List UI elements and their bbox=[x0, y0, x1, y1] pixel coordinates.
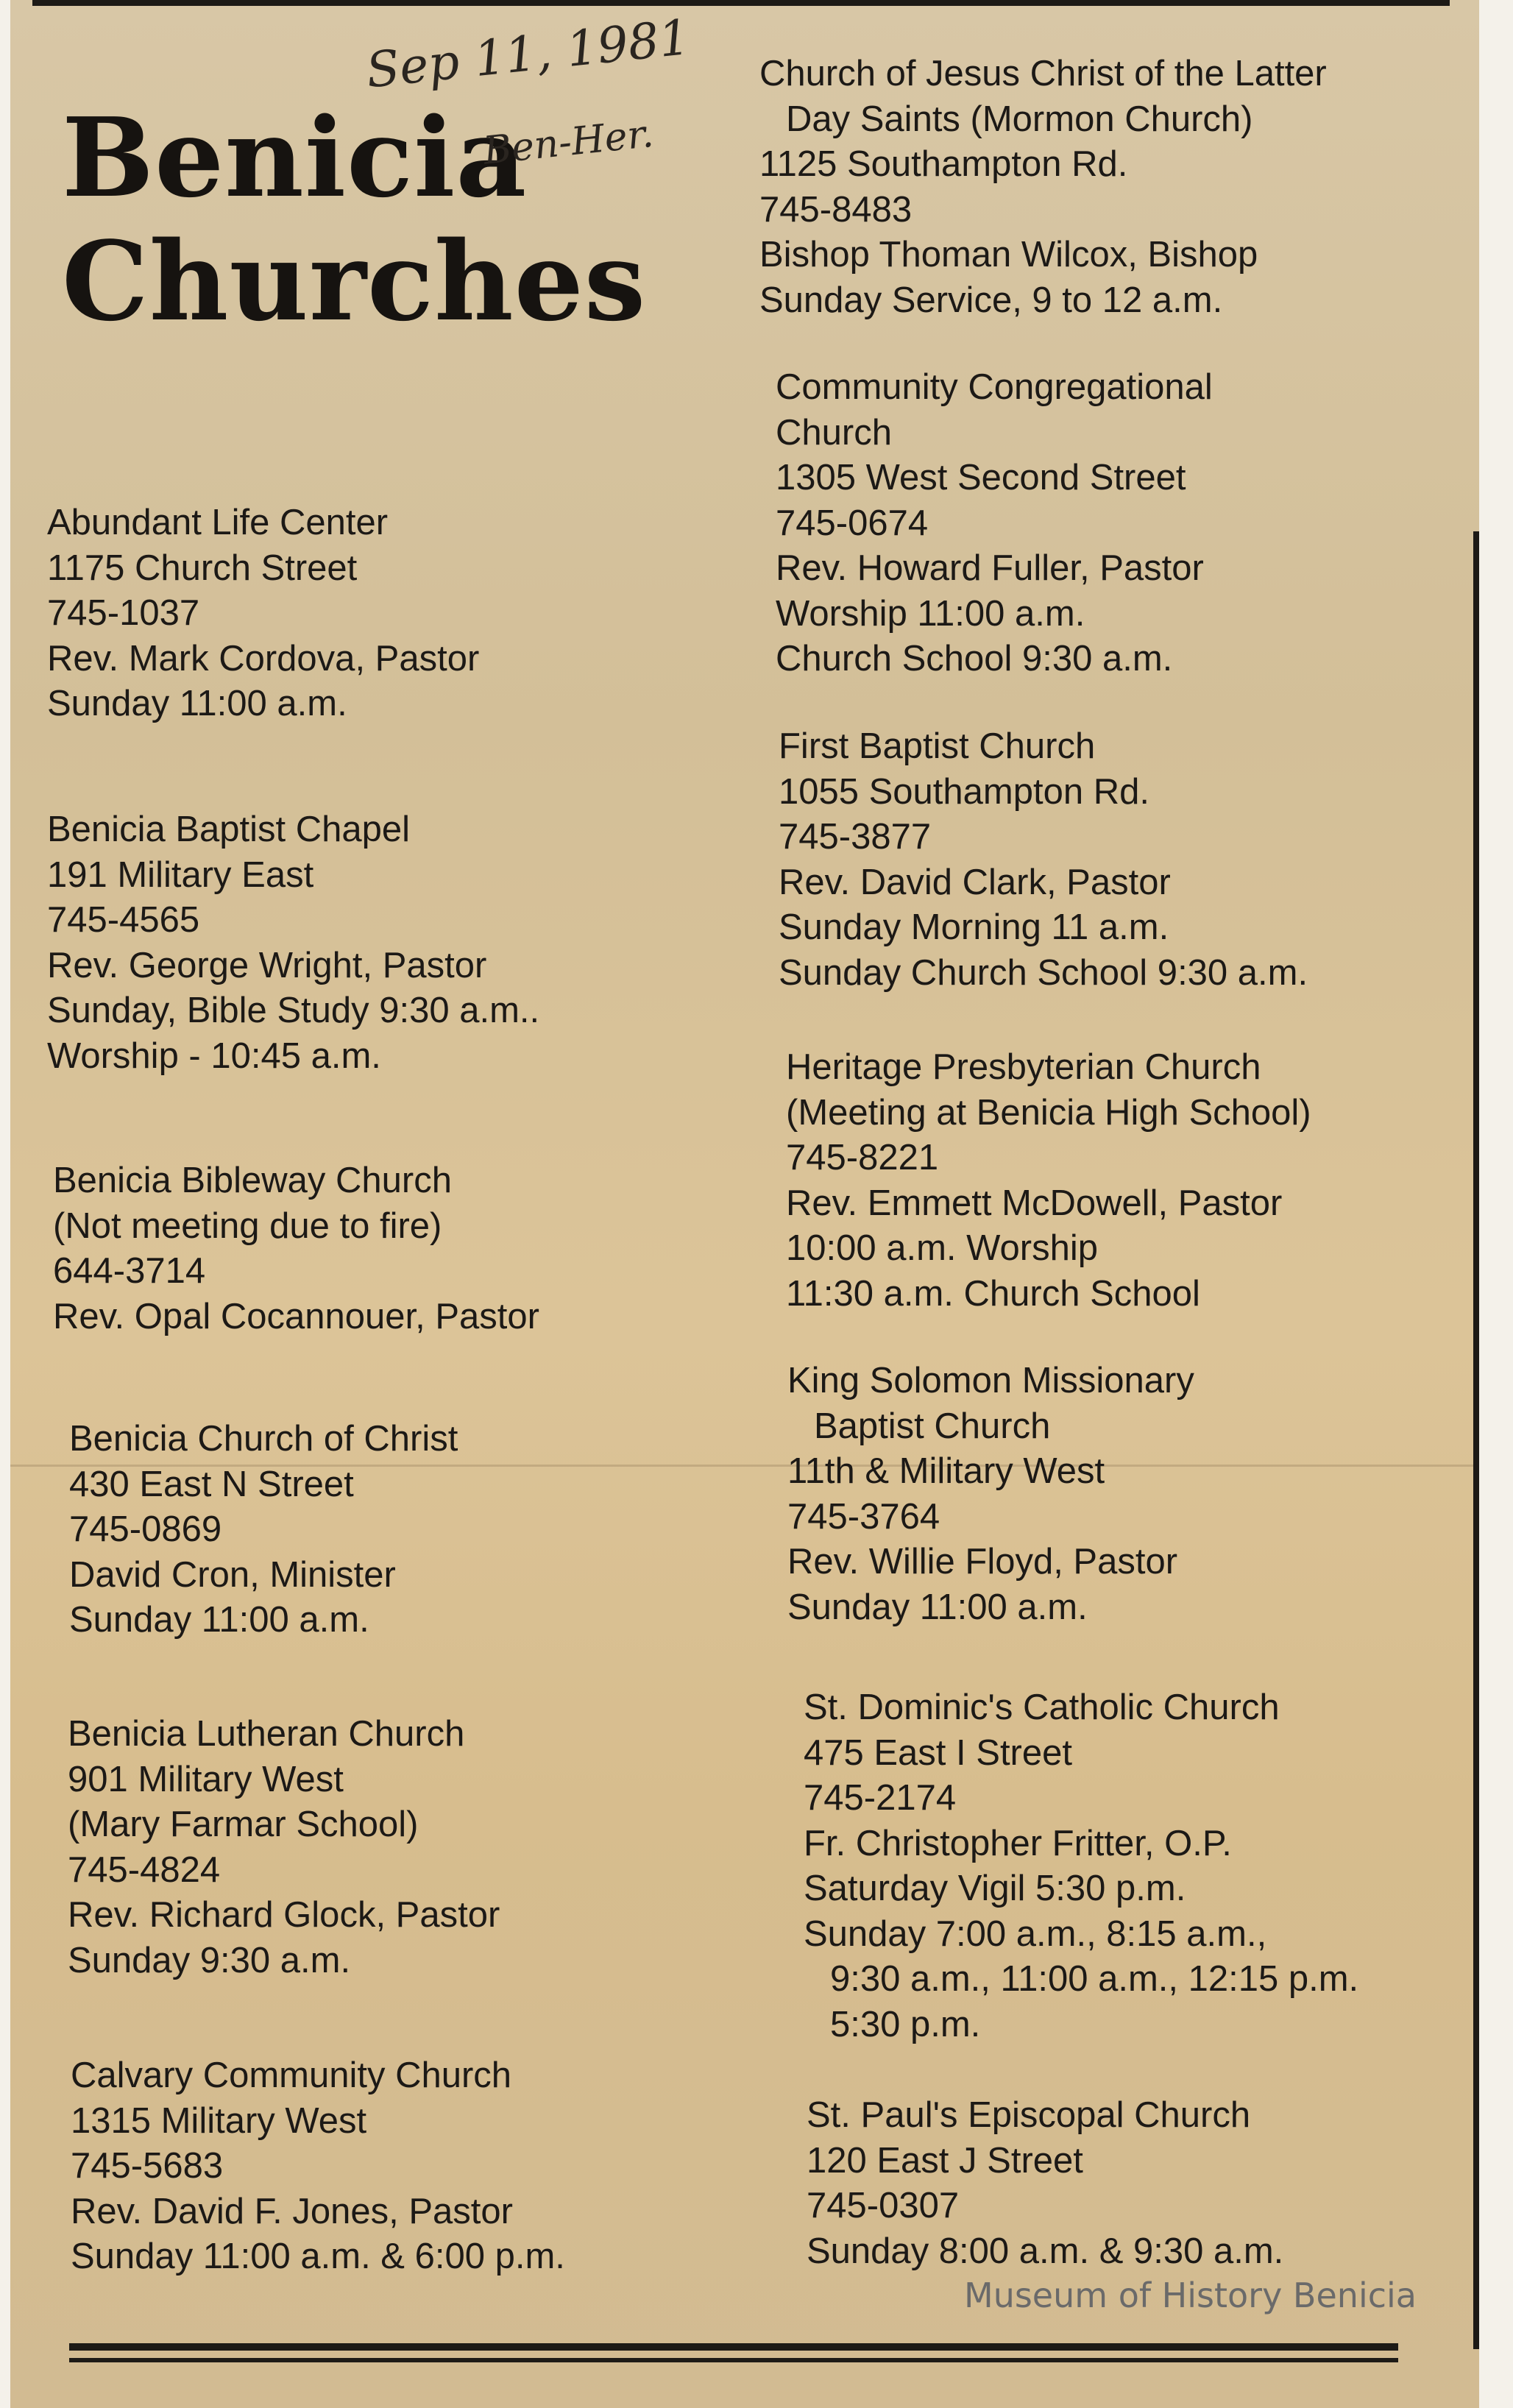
church-entry-st-pauls bbox=[807, 2093, 1479, 2274]
church-entry-first-baptist bbox=[779, 724, 1479, 996]
church-name: St. Paul's Episcopal Church bbox=[807, 2095, 1251, 2135]
church-schedule: Sunday 9:30 a.m. bbox=[68, 1940, 351, 1980]
church-name: Community Congregational bbox=[776, 367, 1213, 407]
church-phone: 745-4824 bbox=[68, 1849, 221, 1890]
church-name: First Baptist Church bbox=[779, 726, 1096, 766]
church-phone: 745-8483 bbox=[759, 189, 913, 230]
church-pastor: Fr. Christopher Fritter, O.P. bbox=[804, 1823, 1232, 1863]
church-pastor: Rev. Richard Glock, Pastor bbox=[68, 1895, 500, 1935]
church-pastor: Rev. David Clark, Pastor bbox=[779, 862, 1171, 902]
bottom-rule-thick bbox=[69, 2343, 1398, 2351]
church-entry-latter-day-saints bbox=[759, 52, 1466, 323]
church-address: 191 Military East bbox=[47, 854, 314, 895]
church-schedule: 10:00 a.m. Worship bbox=[786, 1228, 1098, 1268]
church-name: Benicia Church of Christ bbox=[69, 1419, 458, 1459]
church-entry-king-solomon bbox=[787, 1359, 1479, 1630]
church-phone: 745-5683 bbox=[71, 2146, 224, 2186]
church-schedule: Sunday 11:00 a.m. bbox=[69, 1600, 369, 1640]
church-entry-benicia-lutheran bbox=[68, 1712, 774, 1983]
church-pastor: Rev. Willie Floyd, Pastor bbox=[787, 1542, 1178, 1582]
church-name-continued: Church bbox=[776, 412, 892, 453]
church-pastor: Rev. George Wright, Pastor bbox=[47, 945, 487, 985]
church-phone: 745-0674 bbox=[776, 503, 929, 543]
church-name: Heritage Presbyterian Church bbox=[786, 1047, 1261, 1087]
church-phone: 644-3714 bbox=[53, 1251, 206, 1291]
church-schedule: Sunday 11:00 a.m. bbox=[787, 1587, 1088, 1627]
handwritten-note: Ben-Her. bbox=[481, 111, 656, 174]
church-schedule: Church School 9:30 a.m. bbox=[776, 639, 1173, 679]
church-pastor: Rev. Emmett McDowell, Pastor bbox=[786, 1183, 1283, 1223]
masthead-line-2: Churches bbox=[62, 217, 647, 345]
church-minister: David Cron, Minister bbox=[69, 1554, 396, 1595]
church-pastor: Rev. Opal Cocannouer, Pastor bbox=[53, 1296, 539, 1336]
church-schedule: Sunday Church School 9:30 a.m. bbox=[779, 952, 1308, 993]
church-phone: 745-1037 bbox=[47, 593, 200, 633]
church-entry-calvary-community bbox=[71, 2053, 777, 2280]
church-schedule: Worship - 10:45 a.m. bbox=[47, 1035, 381, 1076]
church-entry-benicia-baptist-chapel bbox=[47, 807, 754, 1079]
church-schedule: Sunday, Bible Study 9:30 a.m.. bbox=[47, 991, 540, 1030]
church-name: St. Dominic's Catholic Church bbox=[804, 1688, 1280, 1727]
church-name-continued: Baptist Church bbox=[814, 1406, 1051, 1446]
church-phone: 745-0869 bbox=[69, 1509, 222, 1549]
masthead-line-1: Benicia bbox=[62, 93, 528, 222]
church-schedule: Sunday 11:00 a.m. & 6:00 p.m. bbox=[71, 2237, 565, 2276]
church-address: 1305 West Second Street bbox=[776, 458, 1186, 497]
church-schedule: Sunday 11:00 a.m. bbox=[47, 684, 347, 723]
church-entry-church-of-christ bbox=[69, 1417, 776, 1643]
church-address: 1315 Military West bbox=[71, 2100, 367, 2141]
church-name: Benicia Baptist Chapel bbox=[47, 810, 411, 849]
church-address: 120 East J Street bbox=[807, 2140, 1083, 2181]
church-name: Benicia Bibleway Church bbox=[53, 1161, 452, 1200]
top-rule bbox=[32, 0, 1450, 6]
church-phone: 745-3764 bbox=[787, 1496, 940, 1537]
church-name-continued: Day Saints (Mormon Church) bbox=[786, 99, 1253, 139]
handwritten-date: Sep 11, 1981 bbox=[364, 8, 693, 99]
church-address: 1175 Church Street bbox=[47, 548, 358, 588]
church-address: 11th & Military West bbox=[787, 1451, 1105, 1491]
church-entry-community-congregational bbox=[776, 365, 1479, 682]
church-entry-benicia-bibleway bbox=[53, 1158, 759, 1339]
church-note: (Not meeting due to fire) bbox=[53, 1205, 442, 1246]
church-schedule: 9:30 a.m., 11:00 a.m., 12:15 p.m. bbox=[830, 1959, 1359, 1999]
church-schedule: Sunday 7:00 a.m., 8:15 a.m., bbox=[804, 1913, 1267, 1954]
church-schedule: Saturday Vigil 5:30 p.m. bbox=[804, 1869, 1186, 1908]
church-address: 1125 Southampton Rd. bbox=[759, 144, 1128, 184]
church-name: Abundant Life Center bbox=[47, 503, 389, 542]
church-name: Church of Jesus Christ of the Latter bbox=[759, 54, 1327, 93]
church-pastor: Rev. David F. Jones, Pastor bbox=[71, 2191, 513, 2231]
church-entry-abundant-life bbox=[47, 500, 754, 727]
bottom-rule-thin bbox=[69, 2358, 1398, 2362]
church-address: 475 East I Street bbox=[804, 1732, 1072, 1773]
church-schedule: Sunday 8:00 a.m. & 9:30 a.m. bbox=[807, 2231, 1284, 2271]
church-entry-heritage-presbyterian bbox=[786, 1045, 1479, 1317]
church-address: 430 East N Street bbox=[69, 1464, 354, 1504]
church-name: Calvary Community Church bbox=[71, 2055, 512, 2095]
church-address: 901 Military West bbox=[68, 1759, 344, 1799]
church-phone: 745-4565 bbox=[47, 900, 200, 940]
church-name: King Solomon Missionary bbox=[787, 1361, 1194, 1400]
church-name: Benicia Lutheran Church bbox=[68, 1714, 465, 1754]
church-phone: 745-0307 bbox=[807, 2186, 960, 2225]
church-entry-st-dominics bbox=[804, 1685, 1479, 2047]
church-pastor: Bishop Thoman Wilcox, Bishop bbox=[759, 235, 1258, 275]
museum-credit: Museum of History Benicia bbox=[964, 2276, 1417, 2315]
church-schedule: Sunday Morning 11 a.m. bbox=[779, 907, 1169, 947]
church-phone: 745-2174 bbox=[804, 1778, 957, 1818]
church-phone: 745-8221 bbox=[786, 1138, 939, 1178]
church-schedule: Sunday Service, 9 to 12 a.m. bbox=[759, 280, 1223, 320]
church-schedule: 5:30 p.m. bbox=[830, 2004, 981, 2044]
church-schedule: 11:30 a.m. Church School bbox=[786, 1273, 1200, 1314]
church-address: 1055 Southampton Rd. bbox=[779, 771, 1149, 812]
church-pastor: Rev. Howard Fuller, Pastor bbox=[776, 548, 1204, 588]
church-note: (Mary Farmar School) bbox=[68, 1805, 419, 1844]
church-note: (Meeting at Benicia High School) bbox=[786, 1092, 1311, 1133]
church-pastor: Rev. Mark Cordova, Pastor bbox=[47, 638, 480, 679]
church-schedule: Worship 11:00 a.m. bbox=[776, 593, 1085, 634]
newspaper-clipping bbox=[10, 0, 1479, 2408]
church-phone: 745-3877 bbox=[779, 817, 932, 857]
